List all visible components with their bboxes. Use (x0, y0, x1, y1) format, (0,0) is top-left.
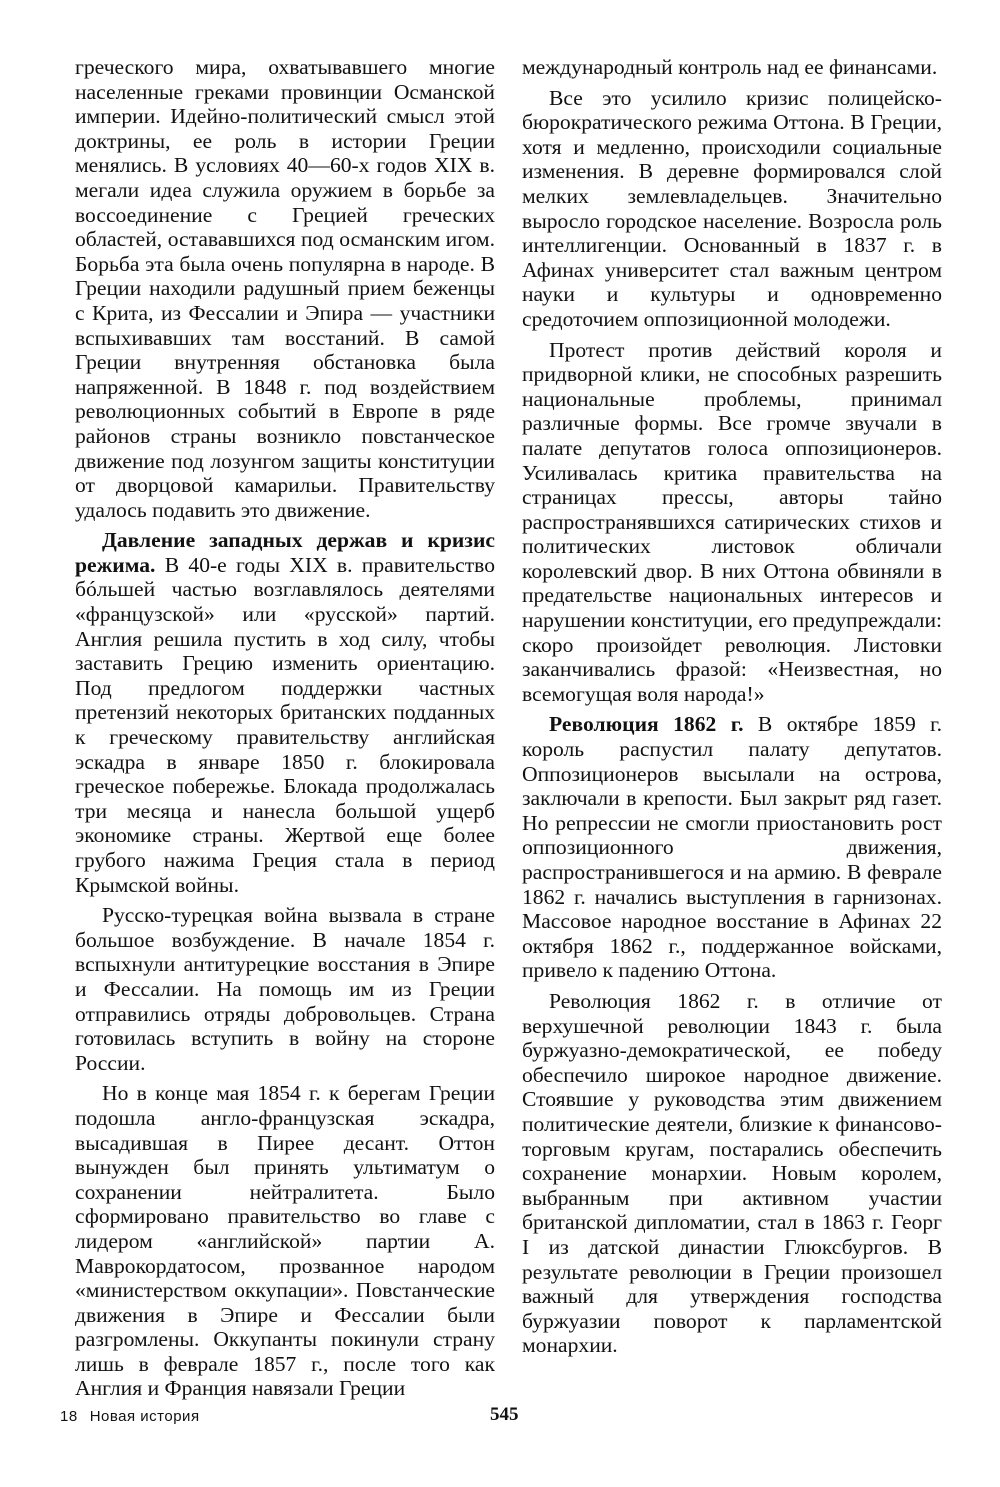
section-heading: Революция 1862 г. (549, 712, 744, 737)
paragraph: Но в конце мая 1854 г. к берегам Греции подошла англо-французская эскадра, высадившая в Пирее десант. Оттон вынужден был принять ультиматум о сохранении нейтралитета. Было сформировано правительство во главе с лидером «английской» партии А. Маврокордатосом, прозванное народом «министерством оккупации». Повстанческие движения в Эпире и Фессалии были разгромлены. Оккупанты покинули страну лишь в феврале 1857 г., после того как Англия и Франция навязали Греции (75, 1081, 495, 1401)
paragraph: международный контроль над ее финансами. (522, 55, 938, 79)
page-number: 545 (490, 1404, 519, 1425)
right-text-column (522, 55, 942, 1358)
signature-title: Новая история (89, 1408, 200, 1425)
paragraph-text: В октябре 1859 г. король распустил палату депутатов. Оппозиционеров высылали на острова, заключали в крепости. Был закрыт ряд газет. Но репрессии не смогли приостановить рост оппозиционного движения, распространившегося и на армию. В феврале 1862 г. начались выступления в гарнизонах. Массовое народное восстание в Афинах 22 октября 1862 г., поддержанное войсками, привело к падению Оттона. (522, 712, 942, 983)
left-text-column (75, 55, 495, 1401)
signature-number: 18 (60, 1408, 78, 1425)
signature-mark (60, 1408, 200, 1425)
paragraph: Протест против действий короля и придворной клики, не способных разрешить национальные проблемы, принимал различные формы. Все громче звучали в палате депутатов голоса оппозиционеров. Усиливалась критика правительства на страницах прессы, авторы тайно распространявшихся сатирических стихов и политических листовок обличали королевский двор. В них Оттона обвиняли в предательстве национальных интересов и нарушении конституции, его предупреждали: скоро произойдет революция. Листовки заканчивались фразой: «Неизвестная, но всемогущая воля народа!» (522, 337, 942, 706)
paragraph-text: В 40-е годы XIX в. правительство бóльшей частью возглавлялось деятелями «французской» или «русской» партий. Англия решила пустить в ход силу, чтобы заставить Грецию изменить ориентацию. Под предлогом поддержки частных претензий некоторых британских подданных к греческому правительству английская эскадра в январе 1850 г. блокировала греческое побережье. Блокада продолжалась три месяца и нанесла большой ущерб экономике страны. Жертвой еще более грубого нажима Греция стала в период Крымской войны. (75, 552, 495, 897)
paragraph: Русско-турецкая война вызвала в стране большое возбуждение. В начале 1854 г. вспыхнули антитурецкие восстания в Эпире и Фессалии. На помощь им из Греции отправились отряды добровольцев. Страна готовилась вступить в войну на стороне России. (75, 903, 495, 1075)
paragraph-with-heading (75, 528, 495, 897)
section-heading: Давление западных держав и кризис режима. (75, 528, 495, 577)
paragraph: Революция 1862 г. в отличие от верхушечной революции 1843 г. была буржуазно-демократической, ее победу обеспечило широкое народное движение. Стоявшие у руководства этим движением политические деятели, близкие к финансово-торговым кругам, постарались обеспечить сохранение монархии. Новым королем, выбранным при активном участии британской дипломатии, стал в 1863 г. Георг I из датской династии Глюксбургов. В результате революции в Греции произошел важный для утверждения господства буржуазии поворот к парламентской монархии. (522, 988, 942, 1358)
paragraph: греческого мира, охватывавшего многие населенные греками провинции Османской империи. Идейно-политический смысл этой доктрины, ее роль в истории Греции менялись. В условиях 40—60-х годов XIX в. мегали идеа служила оружием в борьбе за воссоединение с Грецией греческих областей, остававшихся под османским игом. Борьба эта была очень популярна в народе. В Греции находили радушный прием беженцы с Крита, из Фессалии и Эпира — участники вспыхивавших там восстаний. В самой Греции внутренняя обстановка была напряженной. В 1848 г. под воздействием революционных событий в Европе в ряде районов страны возникло повстанческое движение под лозунгом защиты конституции от дворцовой камарильи. Правительству удалось подавить это движение. (75, 55, 495, 522)
paragraph-with-heading (522, 712, 942, 983)
page-footer (60, 1400, 940, 1430)
paragraph: Все это усилило кризис полицейско-бюрократического режима Оттона. В Греции, хотя и медленно, происходили социальные изменения. В деревне формировался слой мелких землевладельцев. Значительно выросло городское население. Возросла роль интеллигенции. Основанный в 1837 г. в Афинах университет стал важным центром науки и культуры и одновременно средоточием оппозиционной молодежи. (522, 85, 942, 331)
